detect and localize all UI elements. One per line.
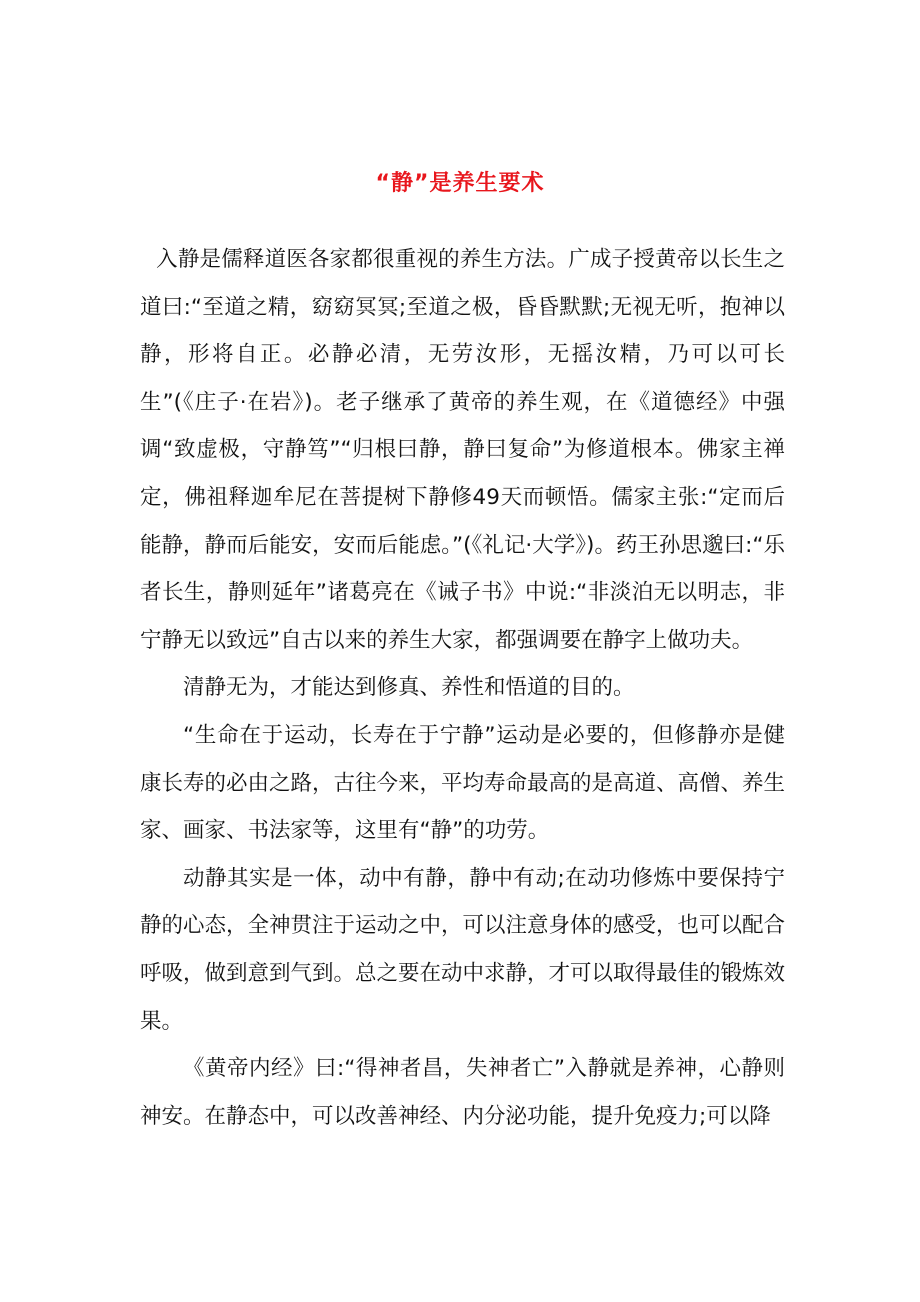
paragraph-5: 《黄帝内经》曰:“得神者昌，失神者亡”入静就是养神，心静则神安。在静态中，可以改善神经、内分泌功能，提升免疫力;可以降 [140, 1056, 785, 1129]
paragraph-3: “生命在于运动，长寿在于宁静”运动是必要的，但修静亦是健康长寿的必由之路，古往今来，平均寿命最高的是高道、高僧、养生家、画家、书法家等，这里有“静”的功劳。 [140, 722, 786, 844]
paragraph-2: 清静无为，才能达到修真、养性和悟道的目的。 [183, 675, 635, 701]
document-body [140, 236, 785, 1140]
document-title: “静”是养生要术 [375, 171, 545, 196]
paragraph-4: 动静其实是一体，动中有静，静中有动;在动功修炼中要保持宁静的心态，全神贯注于运动之中，可以注意身体的感受，也可以配合呼吸，做到意到气到。总之要在动中求静，才可以取得最佳的锻炼效果。 [140, 865, 786, 1034]
paragraph-1: 入静是儒释道医各家都很重视的养生方法。广成子授黄帝以长生之道曰:“至道之精，窈窈冥冥;至道之极，昏昏默默;无视无听，抱神以静，形将自正。必静必清，无劳汝形，无摇汝精，乃可以可长生”(《庄子·在岩》)。老子继承了黄帝的养生观，在《道德经》中强调“致虚极，守静笃”“归根曰静，静曰复命”为修道根本。佛家主禅定，佛祖释迦牟尼在菩提树下静修49天而顿悟。儒家主张:“定而后能静，静而后能安，安而后能虑。”(《礼记·大学》)。药王孙思邈曰:“乐者长生，静则延年”诸葛亮在《诫子书》中说:“非淡泊无以明志，非宁静无以致远”自古以来的养生大家，都强调要在静字上做功夫。 [140, 247, 785, 653]
